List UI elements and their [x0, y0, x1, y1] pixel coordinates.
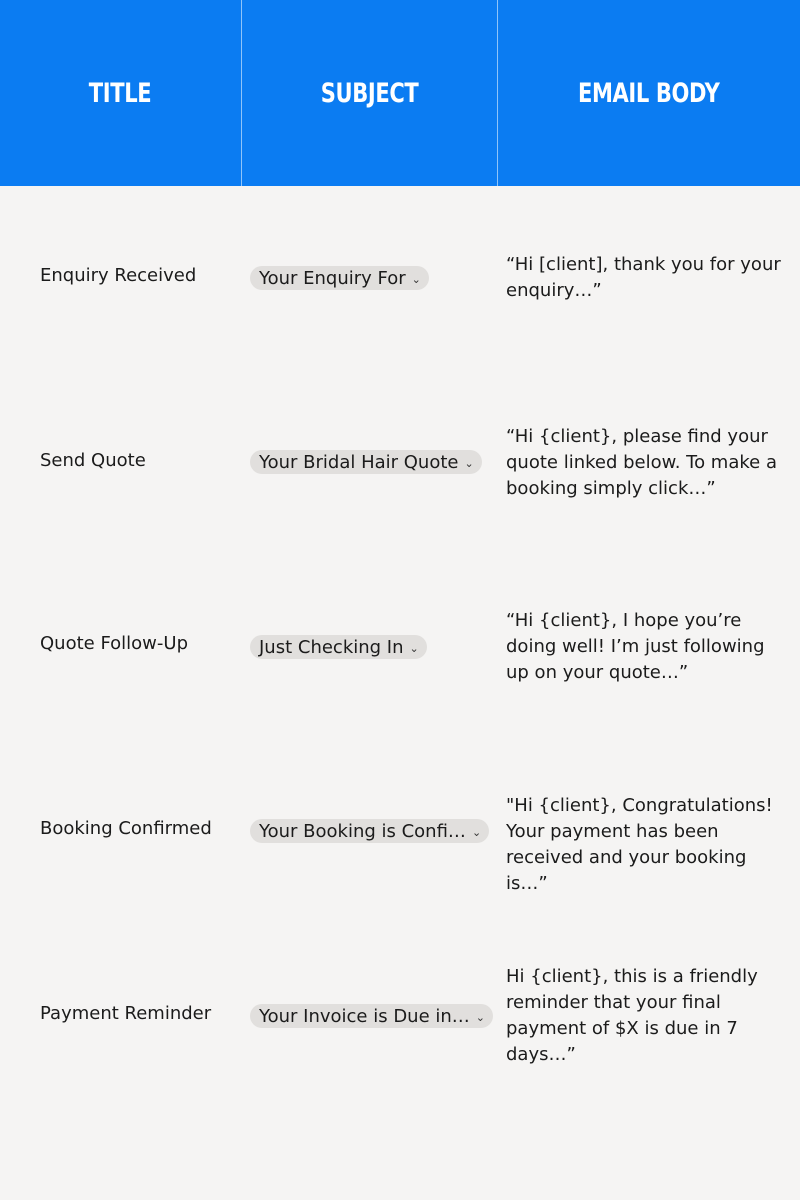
chevron-down-icon: ⌄	[464, 456, 474, 470]
row-title: Quote Follow-Up	[40, 633, 188, 654]
chevron-down-icon: ⌄	[411, 272, 421, 286]
column-header-email-body: EMAIL BODY	[578, 77, 720, 109]
subject-label: Just Checking In	[259, 636, 404, 658]
email-body-text: "Hi {client}, Congratulations! Your payment has been received and your booking is…”	[506, 795, 773, 894]
column-header-title: TITLE	[89, 77, 152, 109]
subject-dropdown[interactable]	[250, 450, 482, 474]
subject-label: Your Invoice is Due in…	[259, 1005, 470, 1027]
email-body-text: Hi {client}, this is a friendly reminder that your final payment of $X is due in 7 days…”	[506, 966, 758, 1065]
row-title: Payment Reminder	[40, 1003, 212, 1024]
subject-label: Your Bridal Hair Quote	[259, 451, 459, 473]
subject-dropdown[interactable]	[250, 635, 427, 659]
email-body-text: “Hi {client}, I hope you’re doing well! I’m just following up on your quote…”	[506, 610, 765, 683]
subject-label: Your Booking is Confi…	[259, 820, 466, 842]
chevron-down-icon: ⌄	[471, 825, 482, 839]
email-body-text: “Hi [client], thank you for your enquiry…”	[506, 254, 781, 301]
email-body-text: “Hi {client}, please find your quote linked below. To make a booking simply click…”	[506, 426, 777, 499]
row-title: Send Quote	[40, 450, 146, 471]
row-title: Booking Confirmed	[40, 818, 212, 839]
row-title: Enquiry Received	[40, 265, 197, 286]
column-header-subject: SUBJECT	[320, 77, 419, 109]
chevron-down-icon: ⌄	[409, 641, 419, 655]
subject-dropdown[interactable]	[250, 819, 489, 843]
subject-dropdown[interactable]	[250, 1004, 493, 1028]
chevron-down-icon: ⌄	[475, 1010, 486, 1024]
table-header	[0, 0, 800, 186]
subject-dropdown[interactable]	[250, 266, 429, 290]
subject-label: Your Enquiry For	[259, 267, 406, 289]
